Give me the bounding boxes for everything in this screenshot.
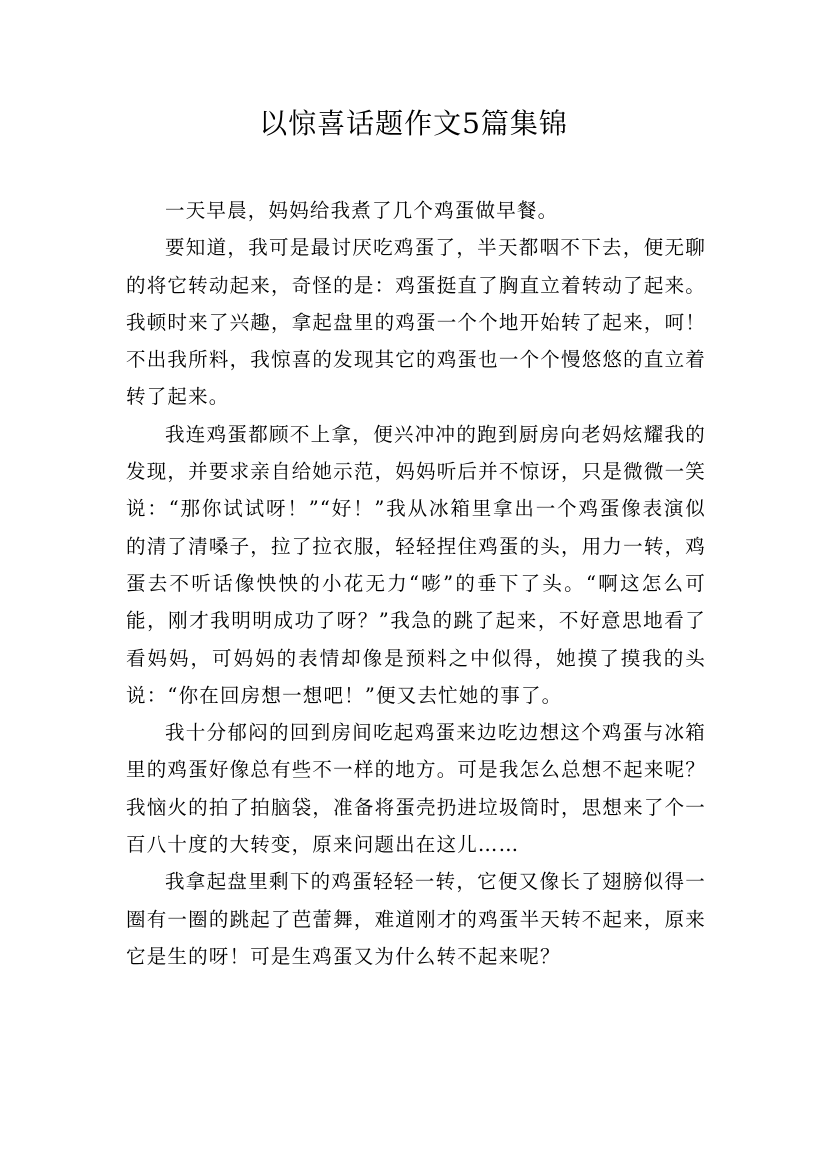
paragraph-5: 我拿起盘里剩下的鸡蛋轻轻一转，它便又像长了翅膀似得一圈有一圈的跳起了芭蕾舞，难道刚才的鸡蛋半天转不起来，原来它是生的呀！可是生鸡蛋又为什么转不起来呢？ [126, 870, 706, 968]
paragraph-2: 要知道，我可是最讨厌吃鸡蛋了，半天都咽不下去，便无聊的将它转动起来，奇怪的是：鸡蛋挺直了胸直立着转动了起来。我顿时来了兴趣，拿起盘里的鸡蛋一个个地开始转了起来，呵！不出我所料，我惊喜的发现其它的鸡蛋也一个个慢悠悠的直立着转了起来。 [126, 236, 706, 409]
document-title: 以惊喜话题作文5篇集锦 [259, 107, 568, 140]
paragraph-3: 我连鸡蛋都顾不上拿，便兴冲冲的跑到厨房向老妈炫耀我的发现，并要求亲自给她示范，妈妈听后并不惊讶，只是微微一笑说：“那你试试呀！”“好！”我从冰箱里拿出一个鸡蛋像表演似的清了清嗓子，拉了拉衣服，轻轻捏住鸡蛋的头，用力一转，鸡蛋去不听话像怏怏的小花无力“嘭”的垂下了头。“啊这怎么可能，刚才我明明成功了呀？”我急的跳了起来，不好意思地看了看妈妈，可妈妈的表情却像是预料之中似得，她摸了摸我的头说：“你在回房想一想吧！”便又去忙她的事了。 [126, 422, 706, 707]
paragraph-4: 我十分郁闷的回到房间吃起鸡蛋来边吃边想这个鸡蛋与冰箱里的鸡蛋好像总有些不一样的地方。可是我怎么总想不起来呢？我恼火的拍了拍脑袋，准备将蛋壳扔进垃圾筒时，思想来了个一百八十度的大转变，原来问题出在这儿…… [126, 721, 706, 857]
document-body [126, 192, 706, 975]
paragraph-1: 一天早晨，妈妈给我煮了几个鸡蛋做早餐。 [165, 199, 559, 222]
